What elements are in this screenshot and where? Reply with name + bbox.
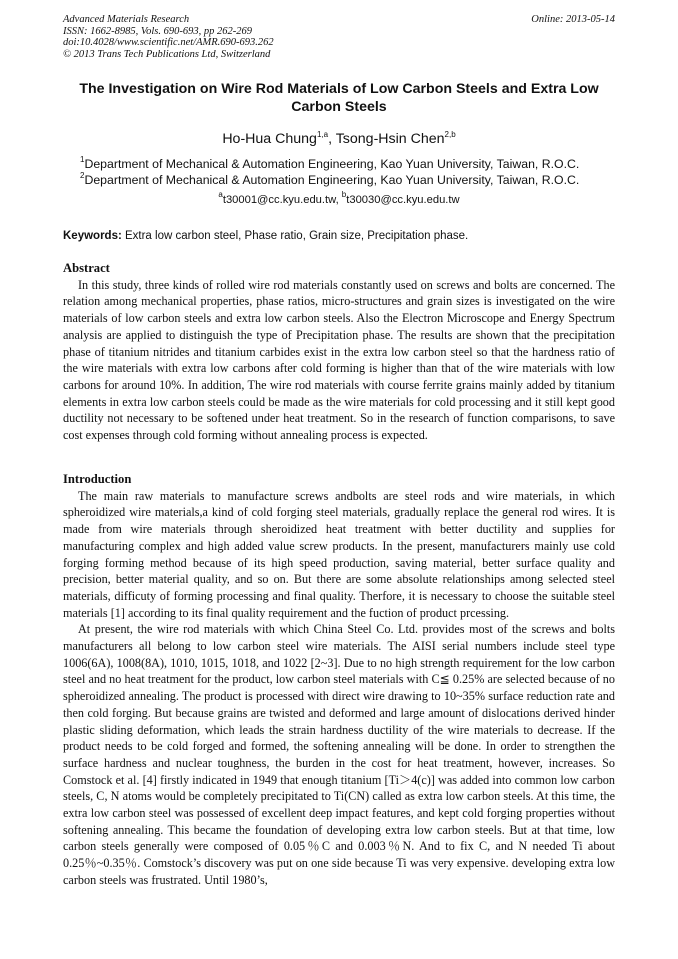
affiliation-2 — [80, 170, 620, 189]
affiliation-text: Department of Mechanical & Automation Engineering, Kao Yuan University, Taiwan, R.O.C. — [84, 157, 580, 171]
online-date: Online: 2013-05-14 — [531, 14, 615, 25]
intro-paragraph-2: At present, the wire rod materials with which China Steel Co. Ltd. provides most of the screws and bolts manufacturers all belong to low carbon steel wire materials. The AISI serial numbers include steel type 1006(6A), 1008(8A), 1010, 1015, 1018, and 1022 [2~3]. Due to no high strength requirement for the low carbon steel and no heat treatment for the product, low carbon steel materials with C≦ 0.25% are selected because of no spheroidized annealing. The product is processed with direct wire drawing to 10~35% surface reduction rate and then cold forging. But because grains are twisted and deformed and large amount of dislocations derived hinder plastic sliding deformation, which leads the strain hardness ductility of the wire materials to decrease. If the product needs to be cold forged and formed, the softening annealing will be done. In order to strengthen the surface hardness and nuclear toughness, the burden in the cost for heat treatment, however, increases. So Comstock et al. [4] firstly indicated in 1949 that enough titanium [Ti＞4(c)] was added into common low carbon steels, C, N atoms would be completely precipitated to Ti(CN) called as extra low carbon steels. At this time, the extra low carbon steel was possessed of excellent deep impact features, and kept cold forging properties without softening annealing. This became the foundation of developing extra low carbon steels. But at that time, low carbon steels generally were composed of 0.05％C and 0.003％N. And to fix C, and N needed Ti about 0.25％~0.35％. Comstock’s discovery was put on one side because Ti was very expensive. developing extra low carbon steels was frustrated. Until 1980’s, — [63, 622, 615, 887]
author-affiliation-mark: 1,a — [316, 130, 329, 139]
journal-name: Advanced Materials Research — [63, 14, 190, 25]
authors-line — [58, 130, 620, 148]
journal-header — [63, 14, 615, 60]
author-name: Ho-Hua Chung — [222, 131, 317, 147]
affiliation-number: 1 — [80, 155, 85, 164]
keywords-line — [63, 229, 615, 243]
keywords-label: Keywords: — [63, 230, 122, 242]
affiliation-1 — [80, 157, 620, 173]
issn-line: ISSN: 1662-8985, Vols. 690-693, pp 262-269 — [63, 25, 252, 37]
affiliation-text: Department of Mechanical & Automation Engineering, Kao Yuan University, Taiwan, R.O.C. — [84, 172, 580, 187]
keywords-text: Extra low carbon steel, Phase ratio, Grain size, Precipitation phase. — [121, 230, 469, 242]
email-mark: a — [218, 190, 223, 199]
affiliation-number: 2 — [80, 170, 85, 180]
introduction-heading: Introduction — [63, 472, 132, 486]
author-name: Tsong-Hsin Chen — [335, 131, 445, 147]
paper-title: The Investigation on Wire Rod Materials of Low Carbon Steels and Extra Low Carbon Steels — [79, 81, 599, 115]
doi-line: doi:10.4028/www.scientific.net/AMR.690-693.262 — [63, 37, 274, 48]
abstract-section — [63, 260, 615, 444]
email-address: t30001@cc.kyu.edu.tw, — [222, 194, 342, 206]
affiliations — [80, 157, 620, 188]
abstract-paragraph: In this study, three kinds of rolled wire rod materials constantly used on screws and bolts are concerned. The relation among mechanical properties, phase ratios, micro-structures and grain sizes is investigated on the wire materials of low carbon steels and extra low carbon steels. Also the Electron Microscope and Energy Spectrum analysis are applied to distinguish the type of Precipitation phase. The results are shown that the precipitation phase of titanium nitrides and titanium carbides exist in the extra low carbon steel so that the hardness ratio of the wire materials with extra low carbons after cold forming is higher than that of the wire materials with low carbons for around 10%. In addition, The wire rod materials with course ferrite grains mainly added by titanium elements in extra low carbon steels could be made as the wire materials for cold processing and it still kept good ductility not necessary to be softened under heat treatment. So in the research of function comparisons, to save cost expenses through cold forming without annealing process is expected. — [63, 277, 615, 443]
abstract-heading: Abstract — [63, 261, 110, 275]
email-address: t30030@cc.kyu.edu.tw — [346, 194, 460, 206]
copyright-line: © 2013 Trans Tech Publications Ltd, Switzerland — [63, 48, 271, 60]
intro-paragraph-1: The main raw materials to manufacture screws andbolts are steel rods and wire materials, in which spheroidized wire materials,a kind of cold forging steel materials, gradually replace the general rod wires. It is made from wire materials through sheroidized heat treatment with better ductility and supplies for manufacturing complex and high added value screw products. In the present, manufacturers mainly use cold forging forming method because of its high speed production, saving material, better surface quality and precision, better material quality, and so on. But there are some absolute relationships among selected steel materials, difficuty of forming processing and final quality. Therfore, it is necessary to choose the suitable steel materials [1] according to its final quality requirement and the fuction of product prcessing. — [63, 488, 615, 620]
email-mark: b — [341, 190, 347, 199]
introduction-section — [63, 471, 615, 889]
author-affiliation-mark: 2,b — [444, 130, 456, 139]
author-emails — [58, 190, 620, 207]
author-separator: , — [328, 131, 336, 147]
